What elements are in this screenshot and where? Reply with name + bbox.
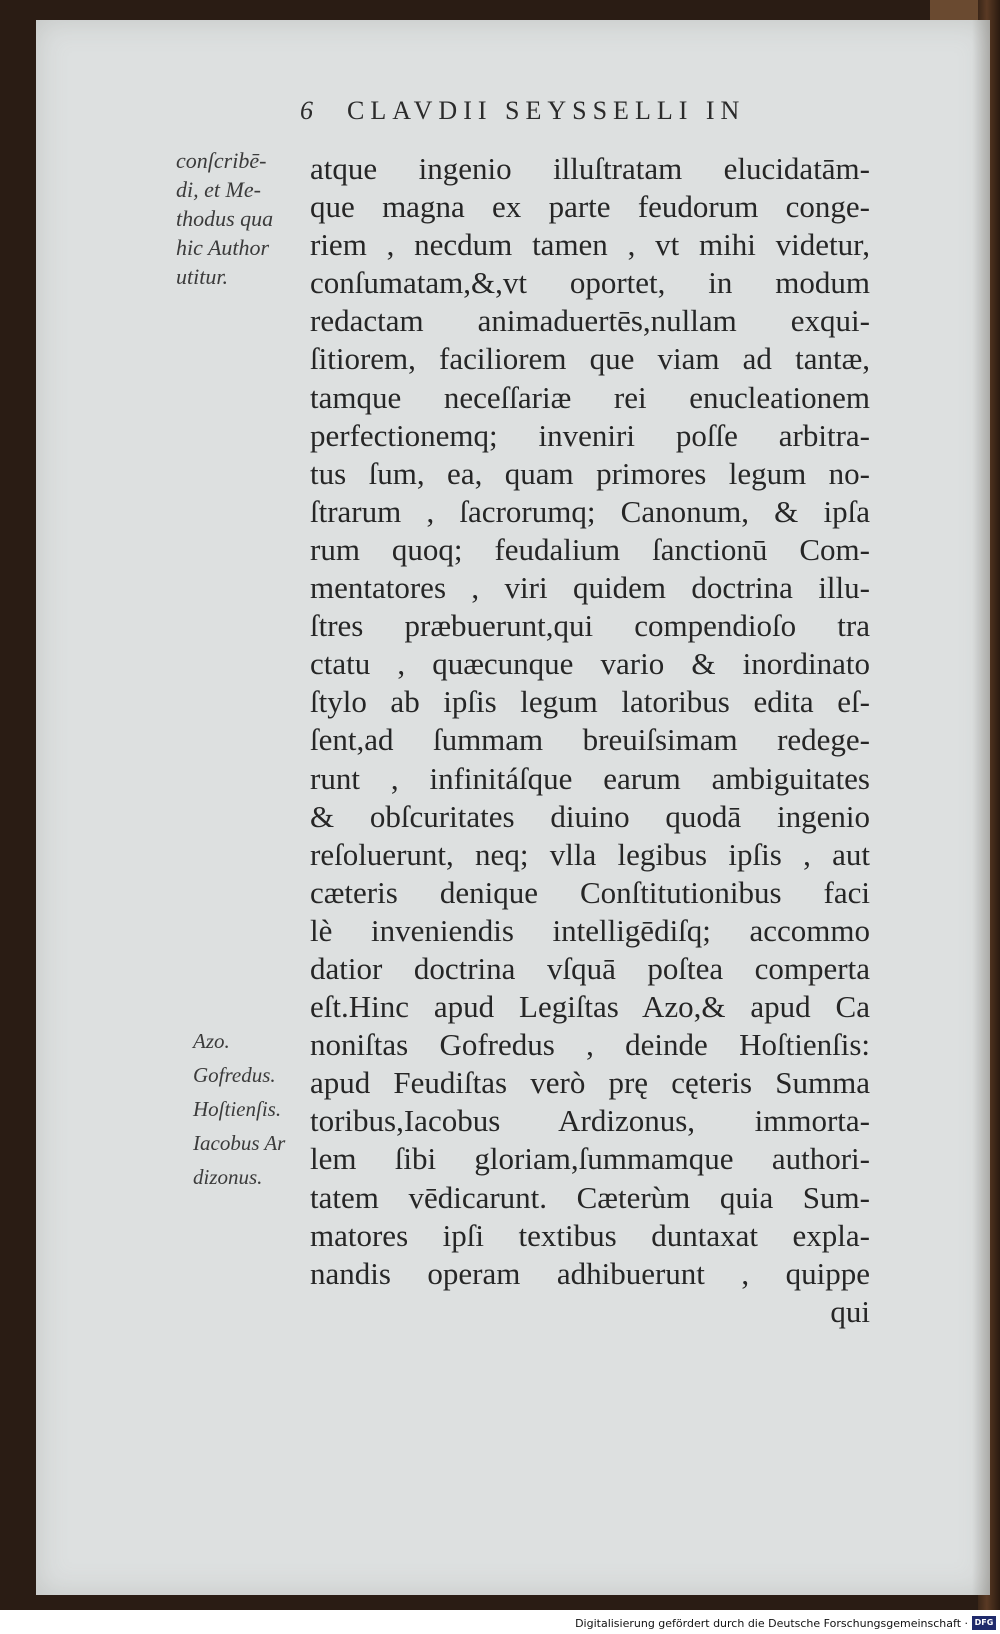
text-line: atque ingenio illuſtratam elucidatām- [310,151,870,186]
text-line: mentatores , viri quidem doctrina illu- [310,570,870,606]
text-line: ſtres præbuerunt,qui compendioſo tra [310,608,870,644]
marginal-line: di, et Me- [176,177,261,202]
marginal-line: dizonus. [193,1165,263,1189]
text-line: conſumatam,&,vt oportet, in modum [310,265,870,301]
text-line: eſt.Hinc apud Legiſtas Azo,& apud Ca [310,989,870,1025]
text-line: lè inveniendis intelligēdiſq; accommo [310,912,870,948]
text-line: rum quoq; feudalium ſanctionū Com- [310,531,870,567]
text-line: runt , infinitáſque earum ambiguitates [310,760,870,796]
funding-credit: Digitalisierung gefördert durch die Deutsche Forschungsgemeinschaft · [575,1617,968,1630]
text-line: perfectionemq; inveniri poſſe arbitra- [310,417,870,453]
marginal-line: Azo. [193,1029,230,1053]
text-line: tamque neceſſariæ rei enucleationem [310,379,870,415]
text-line: ſitiorem, faciliorem que viam ad tantæ, [310,341,870,377]
text-line: que magna ex parte feudorum conge- [310,189,870,225]
text-line: matores ipſi textibus duntaxat expla- [310,1217,870,1253]
marginal-line: utitur. [176,264,228,289]
text-line: & obſcuritates diuino quodā ingenio [310,798,870,834]
marginal-line: Iacobus Ar [193,1131,286,1155]
text-line: datior doctrina vſquā poſtea comperta [310,950,870,986]
text-line: toribus,Iacobus Ardizonus, immorta- [310,1103,870,1139]
text-line: ſtrarum , ſacrorumq; Canonum, & ipſa [310,493,870,529]
text-line: reſoluerunt, neq; vlla legibus ipſis , aut [310,836,870,872]
running-head [300,96,745,126]
marginal-line: hic Author [176,235,270,260]
text-line: redactam animaduertēs,nullam exqui- [310,303,870,339]
digitization-footer [0,1610,1000,1634]
page-number: 6 [300,96,313,125]
text-line: tatem vēdicarunt. Cæterùm quia Sum- [310,1179,870,1215]
marginal-line: Hoſtienſis. [193,1097,282,1121]
text-line: cæteris denique Conſtitutionibus faci [310,874,870,910]
text-line: lem ſibi gloriam,ſummamque authori- [310,1141,870,1177]
text-line: nandis operam adhibuerunt , quippe [310,1255,870,1291]
text-line: riem , necdum tamen , vt mihi videtur, [310,227,870,263]
catchword: qui [830,1293,870,1329]
marginal-line: Gofredus. [193,1063,276,1087]
running-title: CLAVDII SEYSSELLI IN [347,96,746,125]
marginal-note-method [176,146,273,291]
marginal-line: conſcribē- [176,148,267,173]
text-line: ctatu , quæcunque vario & inordinato [310,646,870,682]
marginal-note-authors [193,1024,285,1194]
dfg-logo-icon: DFG [972,1616,996,1630]
text-line: tus ſum, ea, quam primores legum no- [310,455,870,491]
text-line: noniſtas Gofredus , deinde Hoſtienſis: [310,1027,870,1063]
text-line: ſent,ad ſummam breuiſsimam redege- [310,722,870,758]
page-gutter-shadow [972,20,990,1595]
main-text-block [310,150,870,1331]
text-line: ſtylo ab ipſis legum latoribus edita eſ- [310,684,870,720]
text-line: apud Feudiſtas verò prę cęteris Summa [310,1065,870,1101]
marginal-line: thodus qua [176,206,274,231]
